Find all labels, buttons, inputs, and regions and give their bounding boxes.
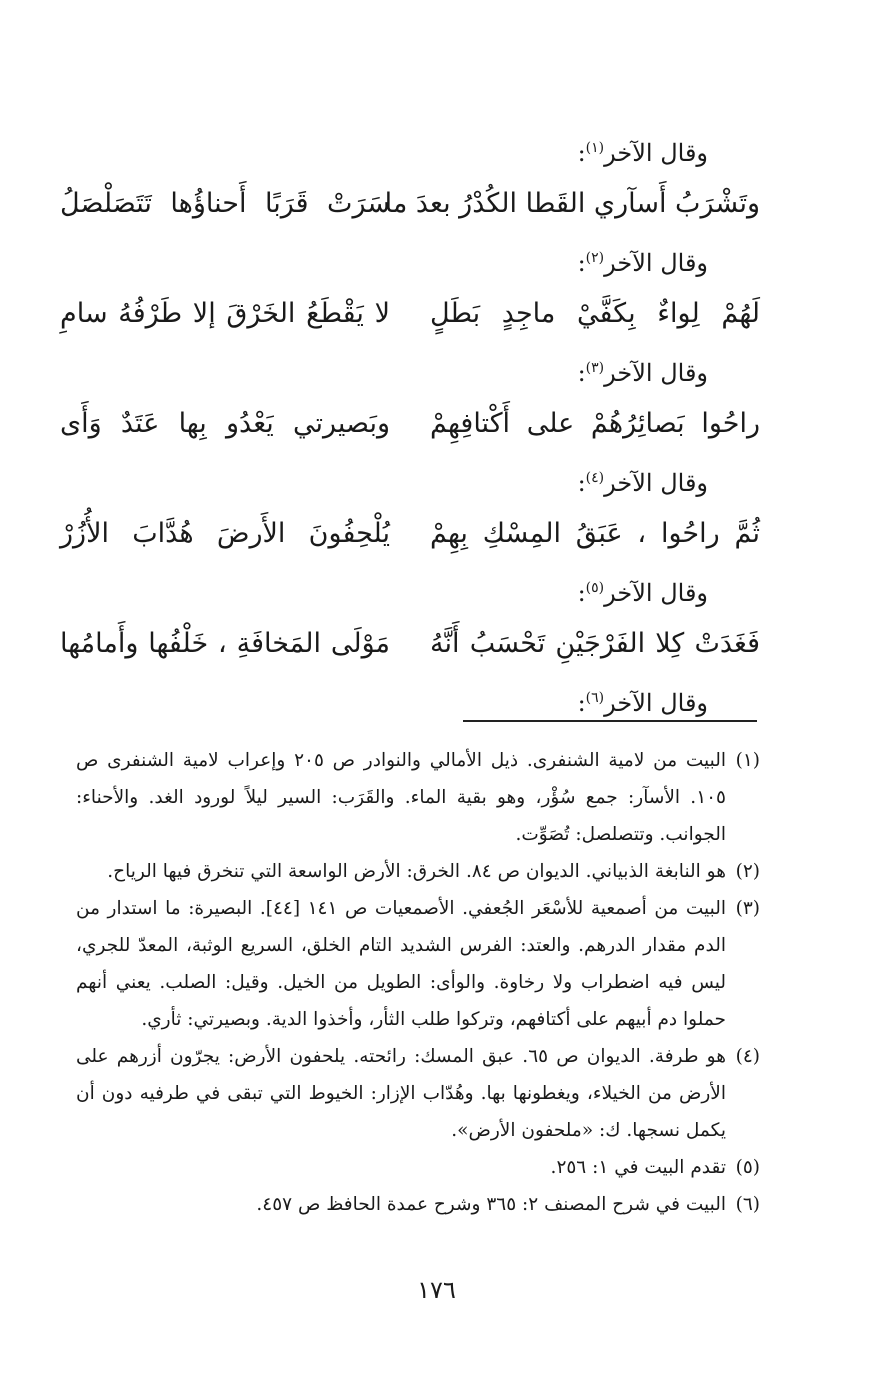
footnote-text: البيت من لامية الشنفرى. ذيل الأمالي والنوادر ص ٢٠٥ وإعراب لامية الشنفرى ص ١٠٥. الأسآر: جمع سُؤْر، وهو بقية الماء. والقَرَب: السير ليلاً لورود الغد. والأحناء: الجوانب. وتتصلصل: تُصَوِّت. <box>76 750 726 845</box>
footnote <box>76 1038 760 1149</box>
footnote-number: (٦) <box>735 1194 760 1215</box>
footnote-number: (١) <box>735 750 760 771</box>
verse-block <box>60 128 760 718</box>
verse-first-hemistich: ثُمَّ راحُوا ، عَبَقُ المِسْكِ بِهِمْ <box>430 517 760 549</box>
footnote-ref: (٤) <box>585 470 605 486</box>
verse-first-hemistich: وتَشْرَبُ أَسآري القَطا الكُدْرُ بعدَ ما <box>384 187 760 219</box>
verse-second-hemistich: يُلْحِفُونَ الأَرضَ هُدَّابَ الأُزُرْ <box>60 517 390 549</box>
verse-line <box>60 388 760 458</box>
footnote-text: تقدم البيت في ١: ٢٥٦. <box>550 1157 726 1178</box>
footnote-ref: (١) <box>585 140 605 156</box>
footnote-number: (٣) <box>735 898 760 919</box>
footnote-separator <box>463 720 757 722</box>
footnote-number: (٢) <box>735 861 760 882</box>
verse-line <box>60 498 760 568</box>
page-number: ١٧٦ <box>417 1276 456 1304</box>
footnote-number: (٥) <box>735 1157 760 1178</box>
verse-intro: وقال الآخر$^{(٣)}$: <box>577 359 708 387</box>
verse-first-hemistich: فَغَدَتْ كِلا الفَرْجَيْنِ تَحْسَبُ أَنَّهُ <box>430 627 760 659</box>
verse-intro: وقال الآخر$^{(٤)}$: <box>577 469 708 497</box>
verse-intro: وقال الآخر$^{(١)}$: <box>577 139 708 167</box>
verse-line <box>60 608 760 678</box>
verse-first-hemistich: راحُوا بَصائِرُهُمْ على أَكْتافِهِمْ <box>430 407 760 439</box>
footnote <box>76 1186 760 1223</box>
footnote-text: البيت في شرح المصنف ٢: ٣٦٥ وشرح عمدة الحافظ ص ٤٥٧. <box>256 1194 726 1215</box>
footnote-ref: (٥) <box>585 580 605 596</box>
footnote-text: هو النابغة الذبياني. الديوان ص ٨٤. الخرق: الأرض الواسعة التي تنخرق فيها الرياح. <box>107 861 726 882</box>
footnote-ref: (٢) <box>585 250 605 266</box>
footnote-ref: (٦) <box>585 690 605 706</box>
verse-second-hemistich: وبَصيرتي يَعْدُو بِها عَتَدٌ وَأَى <box>60 407 390 439</box>
verse-second-hemistich: سَرَتْ قَرَبًا أَحناؤُها تَتَصَلْصَلُ <box>60 187 390 219</box>
verse-second-hemistich: مَوْلَى المَخافَةِ ، خَلْفُها وأَمامُها <box>60 627 390 659</box>
footnotes <box>76 742 760 1223</box>
verse-line <box>60 168 760 238</box>
footnote <box>76 890 760 1038</box>
footnote-number: (٤) <box>735 1046 760 1067</box>
verse-intro: وقال الآخر$^{(٥)}$: <box>577 579 708 607</box>
footnote-text: هو طرفة. الديوان ص ٦٥. عبق المسك: رائحته. يلحفون الأرض: يجرّون أزرهم على الأرض من الخيلاء، ويغطونها بها. وهُدّاب الإزار: الخيوط التي تبقى في طرفيه دون أن يكمل نسجها. ك: «ملحفون الأرض». <box>76 1046 726 1141</box>
footnote-ref: (٣) <box>585 360 605 376</box>
footnote <box>76 1149 760 1186</box>
footnote-text: البيت من أصمعية للأسْعَر الجُعفي. الأصمعيات ص ١٤١ [٤٤]. البصيرة: ما استدار من الدم مقدار الدرهم. والعتد: الفرس الشديد التام الخلق، السريع الوثبة، المعدّ للجري، ليس فيه اضطراب ولا رخاوة. والوأى: الطويل من الخيل. وقيل: الصلب. يعني أنهم حملوا دم أبيهم على أكتافهم، وتركوا طلب الثأر، وأخذوا الدية. وبصيرتي: ثأري. <box>76 898 726 1030</box>
footnote <box>76 742 760 853</box>
verse-second-hemistich: لا يَقْطَعُ الخَرْقَ إلا طَرْفُهُ سامِ <box>60 297 390 329</box>
verse-first-hemistich: لَهُمْ لِواءٌ بِكَفَّيْ ماجِدٍ بَطَلٍ <box>430 297 760 329</box>
verse-intro: وقال الآخر$^{(٢)}$: <box>577 249 708 277</box>
verse-line <box>60 278 760 348</box>
verse-intro: وقال الآخر$^{(٦)}$: <box>577 689 708 717</box>
footnote <box>76 853 760 890</box>
